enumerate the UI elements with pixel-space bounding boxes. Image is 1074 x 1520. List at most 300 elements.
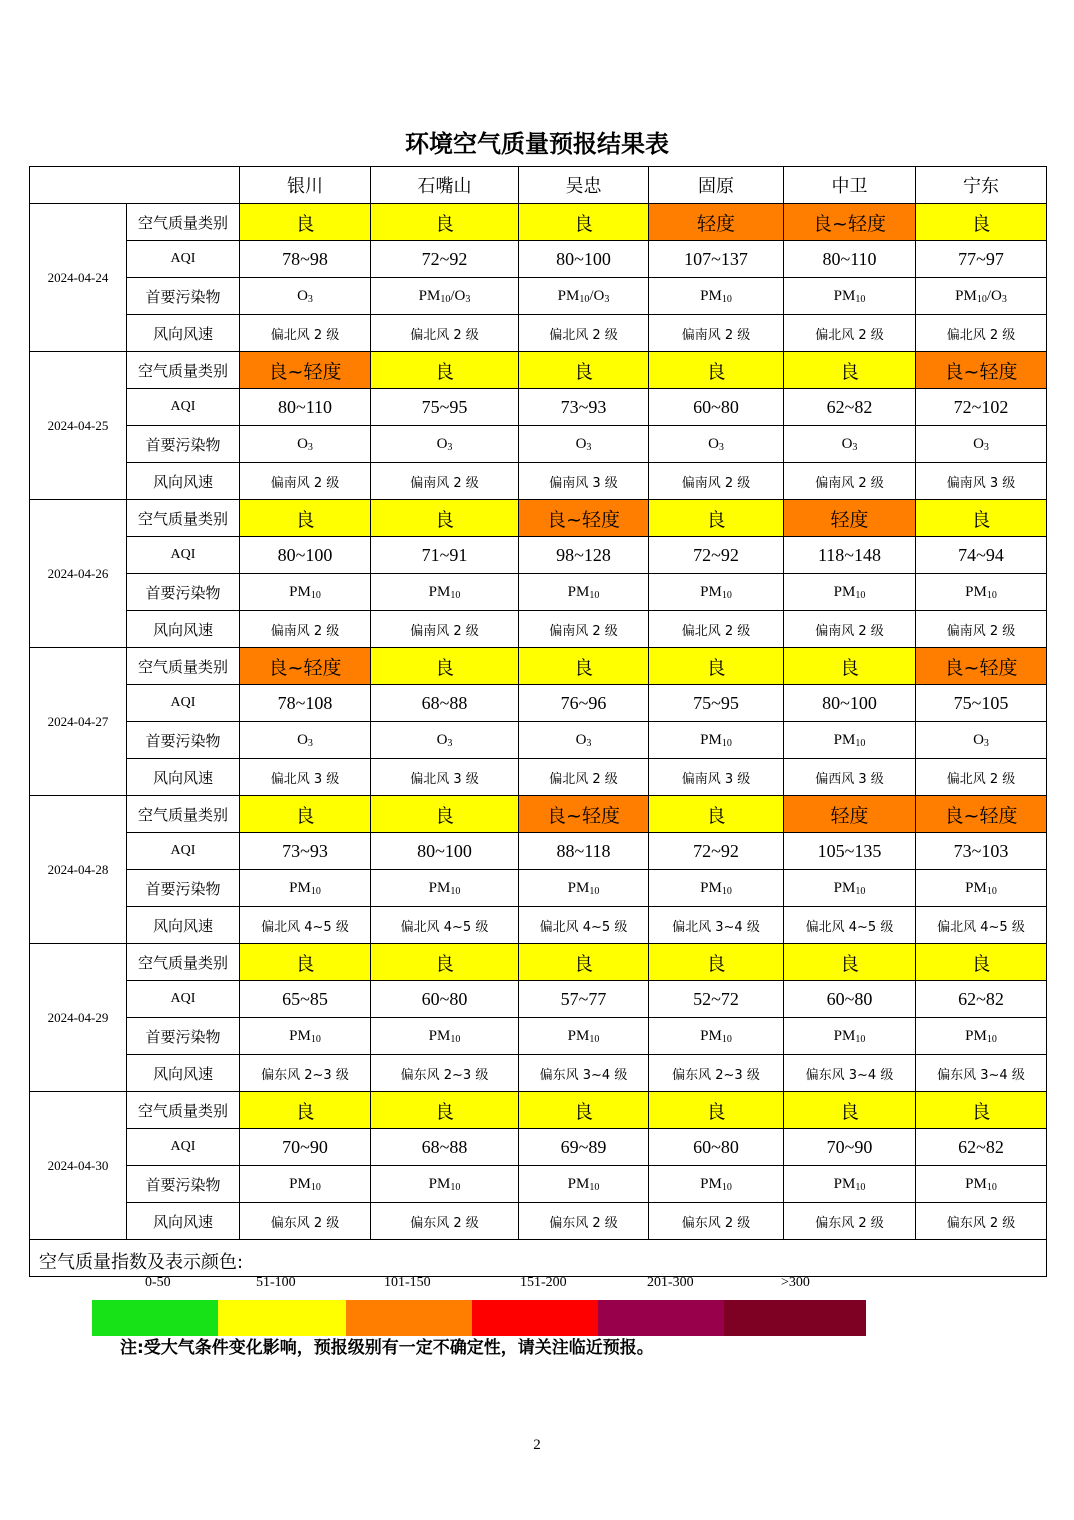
pollutant-name: PM (965, 879, 987, 896)
wind-cell: 偏南风 3 级 (916, 463, 1047, 500)
pollutant-subscript: 10 (855, 885, 866, 897)
header-row (30, 167, 1047, 204)
wind-cell: 偏北风 3~4 级 (649, 907, 784, 944)
primary-pollutant-cell (519, 1166, 649, 1203)
wind-cell: 偏东风 2 级 (649, 1203, 784, 1240)
primary-pollutant-cell (371, 1018, 519, 1055)
forecast-wind-row (30, 1203, 1047, 1240)
forecast-table (29, 166, 1047, 1290)
wind-cell: 偏南风 2 级 (371, 463, 519, 500)
aqi-category-cell: 良 (916, 500, 1047, 537)
legend-swatch-151-200 (472, 1300, 598, 1336)
legend-swatch-51-100 (218, 1300, 346, 1336)
row-label-wind: 风向风速 (127, 1055, 240, 1092)
wind-cell: 偏东风 2~3 级 (371, 1055, 519, 1092)
pollutant-name: O (973, 435, 984, 452)
primary-pollutant-cell (371, 722, 519, 759)
pollutant-subscript: 10 (721, 1033, 732, 1045)
pollutant-subscript: 10 (855, 293, 866, 305)
wind-cell: 偏东风 3~4 级 (916, 1055, 1047, 1092)
pollutant-name: PM (567, 879, 590, 896)
aqi-range-cell: 80~110 (784, 241, 916, 278)
aqi-category-cell: 良 (519, 648, 649, 685)
pollutant-name: O (436, 435, 448, 452)
aqi-category-cell: 良 (519, 944, 649, 981)
row-label-category: 空气质量类别 (127, 500, 240, 537)
primary-pollutant-cell (240, 1018, 371, 1055)
aqi-range-cell: 105~135 (784, 833, 916, 870)
pollutant-name-secondary: /O (589, 287, 605, 304)
aqi-range-cell: 75~95 (649, 685, 784, 722)
pollutant-subscript: 10 (450, 1181, 461, 1193)
city-header: 固原 (649, 167, 784, 204)
aqi-category-cell: 良 (371, 204, 519, 241)
pollutant-name: PM (833, 583, 856, 600)
date-cell: 2024-04-27 (30, 648, 127, 796)
pollutant-name: PM (428, 1175, 451, 1192)
pollutant-name: PM (700, 1175, 722, 1192)
forecast-wind-row (30, 907, 1047, 944)
date-cell: 2024-04-24 (30, 204, 127, 352)
pollutant-subscript: 10 (579, 293, 590, 305)
pollutant-subscript: 10 (440, 293, 451, 305)
pollutant-name: O (297, 731, 308, 748)
pollutant-subscript: 10 (589, 885, 600, 897)
forecast-pollutant-row (30, 574, 1047, 611)
pollutant-subscript: 10 (986, 1033, 997, 1045)
wind-cell: 偏北风 4~5 级 (240, 907, 371, 944)
wind-cell: 偏北风 4~5 级 (916, 907, 1047, 944)
pollutant-subscript: 10 (310, 885, 321, 897)
page-number: 2 (533, 1437, 541, 1453)
pollutant-subscript: 3 (447, 737, 453, 749)
wind-cell: 偏北风 2 级 (916, 315, 1047, 352)
aqi-category-cell: 良 (916, 204, 1047, 241)
primary-pollutant-cell (240, 1166, 371, 1203)
pollutant-subscript: 10 (310, 1181, 321, 1193)
legend-range-label: >300 (781, 1275, 810, 1290)
aqi-range-cell: 60~80 (649, 1129, 784, 1166)
pollutant-name: PM (567, 583, 590, 600)
primary-pollutant-cell (649, 278, 784, 315)
aqi-range-cell: 73~93 (519, 389, 649, 426)
wind-cell: 偏南风 2 级 (240, 463, 371, 500)
aqi-category-cell: 轻度 (649, 204, 784, 241)
pollutant-name: PM (428, 1027, 451, 1044)
pollutant-subscript: 10 (976, 293, 987, 305)
aqi-range-cell: 80~100 (371, 833, 519, 870)
primary-pollutant-cell (784, 278, 916, 315)
aqi-range-cell: 80~100 (519, 241, 649, 278)
row-label-wind: 风向风速 (127, 463, 240, 500)
forecast-pollutant-row (30, 1018, 1047, 1055)
aqi-range-cell: 75~95 (371, 389, 519, 426)
aqi-range-cell: 75~105 (916, 685, 1047, 722)
legend-range-label: 101-150 (384, 1275, 431, 1290)
primary-pollutant-cell (240, 722, 371, 759)
forecast-pollutant-row (30, 278, 1047, 315)
aqi-category-cell: 良 (371, 352, 519, 389)
primary-pollutant-cell (371, 1166, 519, 1203)
forecast-aqi-row (30, 537, 1047, 574)
pollutant-subscript: 10 (986, 885, 997, 897)
primary-pollutant-cell (784, 870, 916, 907)
primary-pollutant-cell (240, 870, 371, 907)
wind-cell: 偏北风 2 级 (649, 611, 784, 648)
aqi-range-cell: 72~102 (916, 389, 1047, 426)
aqi-range-cell: 68~88 (371, 1129, 519, 1166)
aqi-range-cell: 62~82 (916, 981, 1047, 1018)
aqi-range-cell: 68~88 (371, 685, 519, 722)
forecast-pollutant-row (30, 722, 1047, 759)
city-header: 银川 (240, 167, 371, 204)
legend-range-label: 51-100 (256, 1275, 296, 1290)
primary-pollutant-cell (784, 426, 916, 463)
aqi-range-cell: 98~128 (519, 537, 649, 574)
pollutant-name: O (575, 435, 587, 452)
pollutant-subscript: 3 (983, 737, 989, 749)
pollutant-name: PM (289, 1027, 311, 1044)
aqi-category-cell: 良 (649, 944, 784, 981)
row-label-category: 空气质量类别 (127, 204, 240, 241)
wind-cell: 偏北风 3 级 (371, 759, 519, 796)
pollutant-name: PM (833, 1175, 856, 1192)
pollutant-name: O (297, 287, 308, 304)
aqi-range-cell: 73~93 (240, 833, 371, 870)
wind-cell: 偏北风 4~5 级 (784, 907, 916, 944)
aqi-category-cell: 良~轻度 (240, 648, 371, 685)
primary-pollutant-cell (519, 870, 649, 907)
aqi-category-cell: 良 (784, 352, 916, 389)
aqi-category-cell: 良 (371, 500, 519, 537)
row-label-wind: 风向风速 (127, 1203, 240, 1240)
forecast-category-row (30, 352, 1047, 389)
legend-swatch-101-150 (346, 1300, 472, 1336)
aqi-category-cell: 良~轻度 (240, 352, 371, 389)
pollutant-subscript: 10 (721, 293, 732, 305)
legend-range-label: 151-200 (520, 1275, 567, 1290)
pollutant-subscript: 10 (855, 589, 866, 601)
aqi-category-cell: 良 (240, 1092, 371, 1129)
row-label-wind: 风向风速 (127, 907, 240, 944)
pollutant-name: PM (557, 287, 580, 304)
forecast-category-row (30, 796, 1047, 833)
row-label-aqi: AQI (127, 981, 240, 1018)
aqi-category-cell: 良 (519, 1092, 649, 1129)
forecast-pollutant-row (30, 1166, 1047, 1203)
primary-pollutant-cell (916, 1018, 1047, 1055)
primary-pollutant-cell (649, 722, 784, 759)
aqi-category-cell: 良 (784, 648, 916, 685)
row-label-category: 空气质量类别 (127, 1092, 240, 1129)
wind-cell: 偏南风 2 级 (784, 463, 916, 500)
aqi-category-cell: 良 (371, 648, 519, 685)
row-label-aqi: AQI (127, 389, 240, 426)
aqi-category-cell: 良 (916, 1092, 1047, 1129)
aqi-range-cell: 76~96 (519, 685, 649, 722)
primary-pollutant-cell (916, 278, 1047, 315)
pollutant-name: PM (700, 287, 722, 304)
row-label-wind: 风向风速 (127, 759, 240, 796)
primary-pollutant-cell (916, 574, 1047, 611)
aqi-range-cell: 73~103 (916, 833, 1047, 870)
aqi-range-cell: 118~148 (784, 537, 916, 574)
pollutant-name: PM (289, 879, 311, 896)
legend-swatch-over-300 (724, 1300, 866, 1336)
wind-cell: 偏南风 2 级 (784, 611, 916, 648)
aqi-category-cell: 良~轻度 (916, 648, 1047, 685)
aqi-range-cell: 107~137 (649, 241, 784, 278)
city-header: 宁东 (916, 167, 1047, 204)
aqi-range-cell: 62~82 (784, 389, 916, 426)
pollutant-subscript: 3 (447, 441, 453, 453)
pollutant-name: PM (965, 1027, 987, 1044)
row-label-pollutant: 首要污染物 (127, 278, 240, 315)
city-header: 石嘴山 (371, 167, 519, 204)
pollutant-name: PM (965, 1175, 987, 1192)
aqi-category-cell: 良~轻度 (916, 352, 1047, 389)
wind-cell: 偏北风 4~5 级 (371, 907, 519, 944)
date-cell: 2024-04-25 (30, 352, 127, 500)
wind-cell: 偏北风 2 级 (784, 315, 916, 352)
pollutant-subscript-secondary: 3 (1001, 293, 1007, 305)
forecast-pollutant-row (30, 426, 1047, 463)
forecast-aqi-row (30, 981, 1047, 1018)
aqi-range-cell: 72~92 (649, 833, 784, 870)
primary-pollutant-cell (519, 1018, 649, 1055)
aqi-category-cell: 良~轻度 (519, 796, 649, 833)
aqi-range-cell: 88~118 (519, 833, 649, 870)
primary-pollutant-cell (916, 870, 1047, 907)
aqi-range-cell: 60~80 (371, 981, 519, 1018)
pollutant-name: PM (833, 1027, 856, 1044)
pollutant-subscript: 10 (589, 1033, 600, 1045)
row-label-pollutant: 首要污染物 (127, 574, 240, 611)
wind-cell: 偏北风 2 级 (240, 315, 371, 352)
row-label-pollutant: 首要污染物 (127, 722, 240, 759)
pollutant-name: O (708, 435, 719, 452)
primary-pollutant-cell (649, 870, 784, 907)
wind-cell: 偏南风 2 级 (649, 463, 784, 500)
wind-cell: 偏东风 2~3 级 (240, 1055, 371, 1092)
wind-cell: 偏东风 3~4 级 (784, 1055, 916, 1092)
forecast-pollutant-row (30, 870, 1047, 907)
pollutant-name: PM (289, 583, 311, 600)
pollutant-subscript: 10 (721, 1181, 732, 1193)
primary-pollutant-cell (371, 574, 519, 611)
pollutant-subscript: 3 (307, 737, 313, 749)
primary-pollutant-cell (784, 722, 916, 759)
pollutant-subscript: 10 (986, 589, 997, 601)
primary-pollutant-cell (649, 1018, 784, 1055)
legend-swatch-0-50 (92, 1300, 218, 1336)
pollutant-name: PM (833, 879, 856, 896)
wind-cell: 偏南风 3 级 (519, 463, 649, 500)
pollutant-subscript: 10 (310, 589, 321, 601)
legend-title: 空气质量指数及表示颜色: (39, 1252, 244, 1273)
wind-cell: 偏东风 2 级 (519, 1203, 649, 1240)
aqi-category-cell: 轻度 (784, 500, 916, 537)
wind-cell: 偏南风 2 级 (240, 611, 371, 648)
pollutant-subscript-secondary: 3 (465, 293, 471, 305)
pollutant-subscript: 3 (586, 737, 592, 749)
primary-pollutant-cell (784, 1166, 916, 1203)
wind-cell: 偏南风 3 级 (649, 759, 784, 796)
aqi-category-cell: 良~轻度 (519, 500, 649, 537)
primary-pollutant-cell (649, 426, 784, 463)
pollutant-subscript: 10 (855, 1181, 866, 1193)
row-label-pollutant: 首要污染物 (127, 1018, 240, 1055)
aqi-range-cell: 62~82 (916, 1129, 1047, 1166)
primary-pollutant-cell (519, 426, 649, 463)
row-label-category: 空气质量类别 (127, 352, 240, 389)
page-title: 环境空气质量预报结果表 (405, 130, 669, 158)
row-label-aqi: AQI (127, 241, 240, 278)
forecast-wind-row (30, 315, 1047, 352)
wind-cell: 偏北风 2 级 (519, 759, 649, 796)
aqi-range-cell: 65~85 (240, 981, 371, 1018)
aqi-range-cell: 72~92 (649, 537, 784, 574)
primary-pollutant-cell (784, 1018, 916, 1055)
aqi-range-cell: 80~100 (240, 537, 371, 574)
aqi-category-cell: 良~轻度 (784, 204, 916, 241)
pollutant-name: PM (700, 583, 722, 600)
aqi-category-cell: 良 (649, 648, 784, 685)
row-label-aqi: AQI (127, 833, 240, 870)
aqi-range-cell: 80~110 (240, 389, 371, 426)
city-header: 吴忠 (519, 167, 649, 204)
aqi-category-cell: 轻度 (784, 796, 916, 833)
pollutant-subscript: 3 (307, 441, 313, 453)
row-label-pollutant: 首要污染物 (127, 1166, 240, 1203)
pollutant-subscript: 3 (852, 441, 858, 453)
aqi-range-cell: 77~97 (916, 241, 1047, 278)
pollutant-subscript: 10 (721, 885, 732, 897)
legend-swatch-201-300 (598, 1300, 724, 1336)
footnote: 注:受大气条件变化影响，预报级别有一定不确定性，请关注临近预报。 (120, 1338, 654, 1358)
pollutant-subscript: 10 (721, 589, 732, 601)
aqi-range-cell: 78~98 (240, 241, 371, 278)
forecast-wind-row (30, 463, 1047, 500)
primary-pollutant-cell (649, 574, 784, 611)
aqi-category-cell: 良 (784, 1092, 916, 1129)
pollutant-name: O (436, 731, 448, 748)
aqi-category-cell: 良 (649, 500, 784, 537)
forecast-aqi-row (30, 1129, 1047, 1166)
pollutant-subscript-secondary: 3 (604, 293, 610, 305)
pollutant-name: PM (567, 1027, 590, 1044)
aqi-range-cell: 71~91 (371, 537, 519, 574)
wind-cell: 偏南风 2 级 (916, 611, 1047, 648)
aqi-category-cell: 良 (916, 944, 1047, 981)
pollutant-name: PM (833, 731, 856, 748)
aqi-category-cell: 良 (649, 352, 784, 389)
wind-cell: 偏北风 2 级 (916, 759, 1047, 796)
pollutant-name: O (575, 731, 587, 748)
row-label-category: 空气质量类别 (127, 796, 240, 833)
primary-pollutant-cell (916, 722, 1047, 759)
primary-pollutant-cell (519, 722, 649, 759)
primary-pollutant-cell (916, 426, 1047, 463)
pollutant-subscript: 10 (589, 589, 600, 601)
pollutant-subscript: 10 (721, 737, 732, 749)
aqi-range-cell: 52~72 (649, 981, 784, 1018)
aqi-range-cell: 60~80 (649, 389, 784, 426)
aqi-category-cell: 良 (649, 1092, 784, 1129)
pollutant-name: PM (428, 879, 451, 896)
pollutant-name: PM (428, 583, 451, 600)
aqi-category-cell: 良 (240, 204, 371, 241)
aqi-category-cell: 良 (240, 500, 371, 537)
legend-range-label: 0-50 (145, 1275, 171, 1290)
primary-pollutant-cell (371, 278, 519, 315)
forecast-aqi-row (30, 685, 1047, 722)
primary-pollutant-cell (371, 426, 519, 463)
wind-cell: 偏东风 3~4 级 (519, 1055, 649, 1092)
pollutant-name: PM (833, 287, 856, 304)
city-header: 中卫 (784, 167, 916, 204)
pollutant-name-secondary: /O (450, 287, 466, 304)
wind-cell: 偏北风 3 级 (240, 759, 371, 796)
date-cell: 2024-04-30 (30, 1092, 127, 1240)
wind-cell: 偏东风 2 级 (784, 1203, 916, 1240)
pollutant-subscript: 3 (718, 441, 724, 453)
pollutant-subscript: 10 (986, 1181, 997, 1193)
aqi-range-cell: 70~90 (784, 1129, 916, 1166)
row-label-category: 空气质量类别 (127, 648, 240, 685)
pollutant-name: PM (700, 879, 722, 896)
aqi-category-cell: 良 (371, 944, 519, 981)
aqi-category-cell: 良 (649, 796, 784, 833)
pollutant-subscript: 3 (586, 441, 592, 453)
wind-cell: 偏北风 4~5 级 (519, 907, 649, 944)
aqi-range-cell: 72~92 (371, 241, 519, 278)
primary-pollutant-cell (240, 574, 371, 611)
row-label-category: 空气质量类别 (127, 944, 240, 981)
primary-pollutant-cell (240, 426, 371, 463)
legend-row (30, 1240, 1047, 1277)
wind-cell: 偏南风 2 级 (371, 611, 519, 648)
date-cell: 2024-04-28 (30, 796, 127, 944)
pollutant-subscript: 10 (450, 885, 461, 897)
aqi-category-cell: 良 (240, 796, 371, 833)
pollutant-name: PM (700, 731, 722, 748)
primary-pollutant-cell (519, 574, 649, 611)
row-label-aqi: AQI (127, 685, 240, 722)
aqi-range-cell: 80~100 (784, 685, 916, 722)
pollutant-subscript: 10 (450, 589, 461, 601)
primary-pollutant-cell (649, 1166, 784, 1203)
pollutant-name-secondary: /O (986, 287, 1002, 304)
forecast-category-row (30, 500, 1047, 537)
row-label-pollutant: 首要污染物 (127, 426, 240, 463)
forecast-wind-row (30, 611, 1047, 648)
aqi-category-cell: 良 (371, 1092, 519, 1129)
pollutant-subscript: 10 (310, 1033, 321, 1045)
row-label-aqi: AQI (127, 1129, 240, 1166)
pollutant-subscript: 10 (589, 1181, 600, 1193)
row-label-pollutant: 首要污染物 (127, 870, 240, 907)
forecast-category-row (30, 1092, 1047, 1129)
primary-pollutant-cell (519, 278, 649, 315)
header-blank-cell (30, 167, 240, 204)
aqi-category-cell: 良 (519, 352, 649, 389)
row-label-aqi: AQI (127, 537, 240, 574)
forecast-wind-row (30, 759, 1047, 796)
aqi-category-cell: 良 (784, 944, 916, 981)
row-label-wind: 风向风速 (127, 315, 240, 352)
row-label-wind: 风向风速 (127, 611, 240, 648)
